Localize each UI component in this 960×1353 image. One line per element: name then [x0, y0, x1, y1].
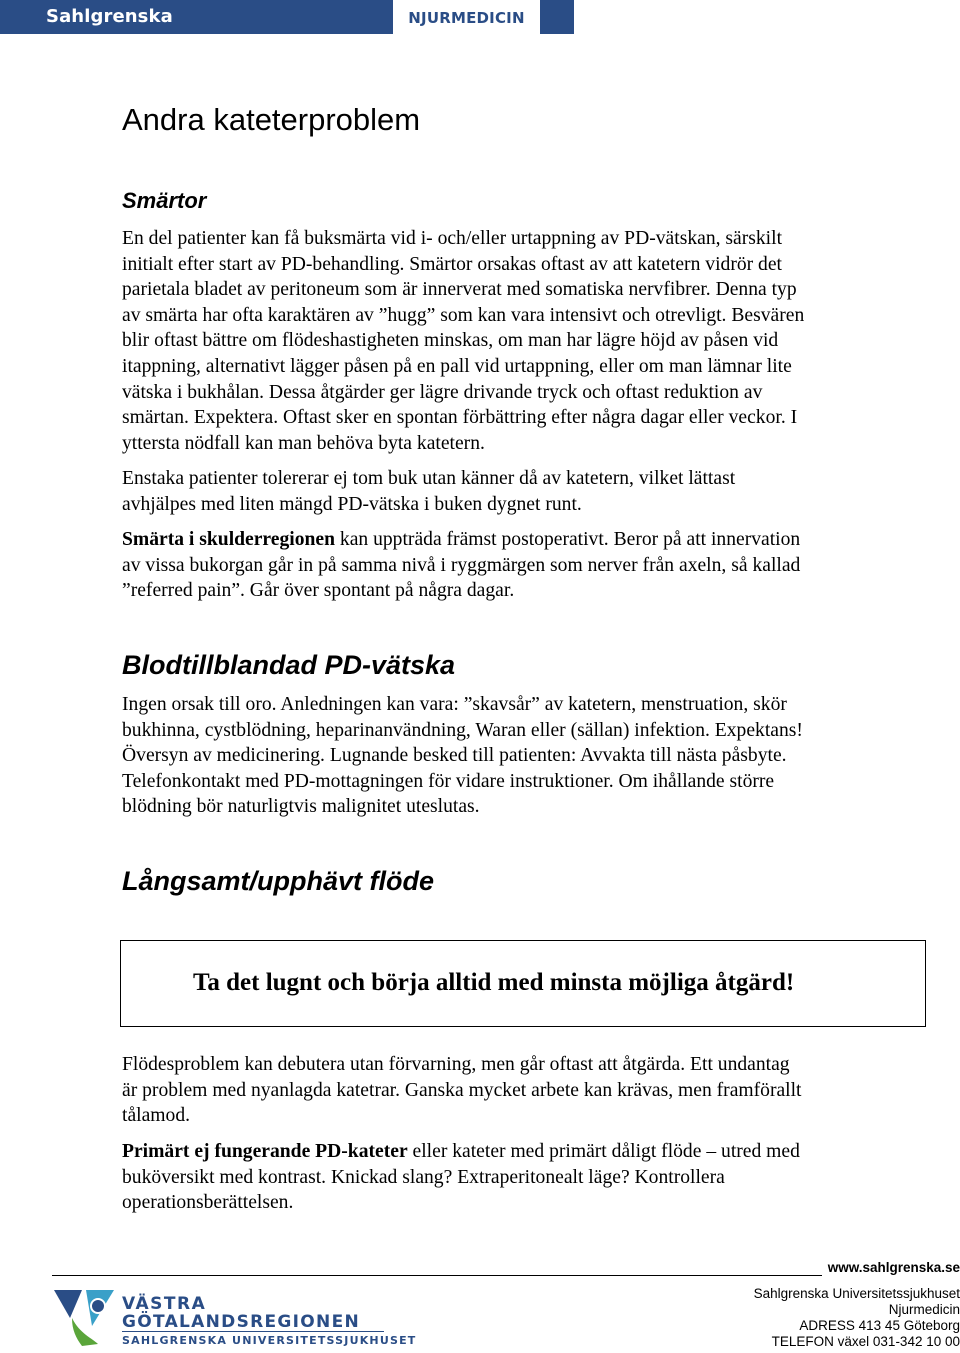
- paragraph-blod: [122, 692, 912, 820]
- footer-org: Sahlgrenska Universitetssjukhuset: [753, 1286, 960, 1301]
- text-line: [122, 1139, 912, 1165]
- text-line: Telefonkontakt med PD-mottagningen för vidare instruktioner. Om ihållande större: [122, 770, 775, 792]
- logo-line: VÄSTRA: [122, 1294, 207, 1314]
- text-line: Ingen orsak till oro. Anledningen kan vara: ”skavsår” av katetern, menstruation, skör: [122, 694, 787, 715]
- text-fragment: kan uppträda främst postoperativt. Beror på att innervation: [335, 529, 801, 550]
- vgr-logo-text: [122, 1295, 417, 1349]
- text-line: Enstaka patienter tolererar ej tom buk utan känner då av katetern, vilket lättast: [122, 468, 736, 489]
- text-line: buköversikt med kontrast. Knickad slang? Extraperitonealt läge? Kontrollera: [122, 1166, 725, 1188]
- text-line: av vissa bukorgan går in på samma nivå i ryggmärgen som nerver från axeln, så kallad: [122, 554, 801, 576]
- text-line: vätska i bukhålan. Dessa åtgärder ger lägre drivande tryck och oftast reduktion av: [122, 381, 763, 403]
- text-line: ”referred pain”. Går över spontant på några dagar.: [122, 580, 515, 602]
- text-line: Översyn av medicinering. Lugnande besked till patienten: Avvakta till nästa påsbyte.: [122, 745, 787, 767]
- paragraph-flode-1: [122, 1052, 912, 1129]
- heading-flode: Långsamt/upphävt flöde: [122, 866, 435, 896]
- footer-divider: [52, 1275, 822, 1276]
- text-line: är problem med nyanlagda katetrar. Ganska mycket arbete kan krävas, men framförallt: [122, 1079, 802, 1101]
- text-line: avhjälpes med liten mängd PD-vätska i buken dygnet runt.: [122, 493, 582, 515]
- header-bar: [0, 0, 574, 61]
- paragraph-smartor-3: [122, 527, 912, 604]
- text-line: itappning, alternativt lägger påsen på en pall vid urtappning, eller om man lämnar lite: [122, 355, 792, 377]
- text-line: [122, 527, 912, 553]
- callout-text: Ta det lugnt och börja alltid med minsta möjliga åtgärd!: [193, 969, 795, 996]
- paragraph-flode-2: [122, 1139, 912, 1216]
- logo-divider: [122, 1331, 384, 1332]
- logo-line: SAHLGRENSKA UNIVERSITETSSJUKHUSET: [122, 1334, 417, 1347]
- footer-dept: Njurmedicin: [888, 1302, 960, 1317]
- heading-blod: Blodtillblandad PD-vätska: [122, 650, 456, 680]
- hospital-name: Sahlgrenska Universitetssjukhuset: [0, 0, 393, 34]
- department-name: NJURMEDICIN: [395, 0, 538, 34]
- callout-box: [120, 940, 926, 1027]
- text-line: bukhinna, cystblödning, heparinanvändning, Waran eller (sällan) infektion. Expektans!: [122, 719, 803, 741]
- page-title: Andra kateterproblem: [122, 102, 421, 137]
- text-line: En del patienter kan få buksmärta vid i- och/eller urtappning av PD-vätskan, särskilt: [122, 228, 783, 249]
- text-line: smärtan. Expektera. Oftast sker en spontan förbättring efter några dagar eller veckor. I: [122, 407, 798, 429]
- bold-term: Primärt ej fungerande PD-kateter: [122, 1141, 408, 1162]
- text-line: Flödesproblem kan debutera utan förvarning, men går oftast att åtgärda. Ett undantag: [122, 1054, 790, 1075]
- bold-term: Smärta i skulderregionen: [122, 529, 335, 550]
- text-line: parietala bladet av peritoneum som är innerverat med somatiska nervfibrer. Denna typ: [122, 279, 797, 301]
- text-line: blir oftast bättre om flödeshastigheten minskas, om man har lägre höjd av påsen vid: [122, 330, 779, 352]
- logo-line: GÖTALANDSREGIONEN: [122, 1312, 361, 1332]
- website-link[interactable]: www.sahlgrenska.se: [827, 1260, 960, 1275]
- text-line: operationsberättelsen.: [122, 1192, 294, 1214]
- footer-phone: TELEFON växel 031-342 10 00: [771, 1334, 960, 1349]
- paragraph-smartor-1: [122, 226, 912, 456]
- vgr-logo: [52, 1288, 417, 1348]
- vgr-emblem-icon: [52, 1288, 118, 1348]
- footer-contact: [754, 1260, 960, 1350]
- text-line: blödning bör naturligtvis malignitet uteslutas.: [122, 796, 480, 818]
- text-line: initialt efter start av PD-behandling. Smärtor orsakas oftast av att katetern vidrör det: [122, 253, 782, 275]
- header-block: [540, 0, 574, 34]
- heading-smartor: Smärtor: [122, 188, 207, 213]
- text-fragment: eller kateter med primärt dåligt flöde – utred med: [407, 1141, 800, 1162]
- text-line: tålamod.: [122, 1105, 191, 1127]
- text-line: av smärta har ofta karaktären av ”hugg” som kan vara intensivt och otrevligt. Besvären: [122, 304, 805, 326]
- text-line: yttersta nödfall kan man behöva byta katetern.: [122, 432, 485, 454]
- paragraph-smartor-2: [122, 466, 912, 517]
- footer-address: ADRESS 413 45 Göteborg: [799, 1318, 960, 1333]
